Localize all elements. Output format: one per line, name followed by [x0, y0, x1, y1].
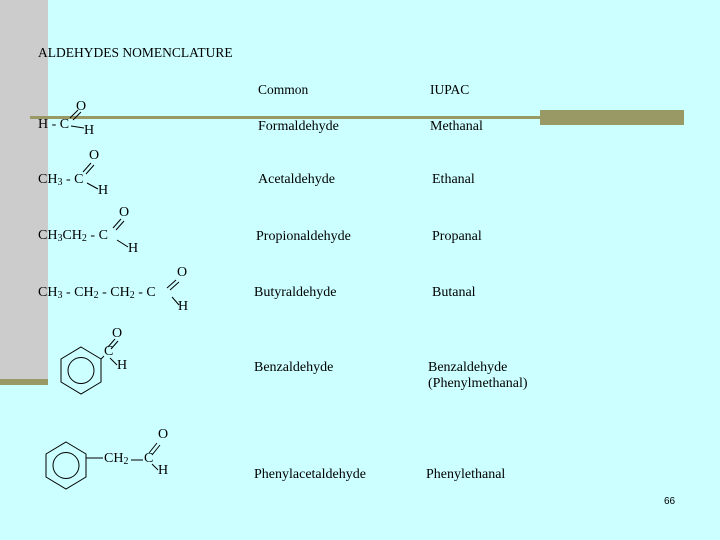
formula-4-h-bond — [172, 297, 179, 305]
formula-1-h-bond — [71, 126, 84, 128]
formula-2-hydrogen: H — [98, 183, 109, 198]
formula-2-double-bond-b — [86, 165, 94, 174]
formula-6-h-bond — [152, 464, 158, 470]
formula-6-chain: $CH_2$ — [104, 451, 129, 467]
formula-4-oxygen: O — [177, 265, 188, 280]
formula-5-carbon: C — [104, 344, 114, 359]
common-name-3: Propionaldehyde — [256, 229, 351, 244]
common-name-1: Formaldehyde — [258, 119, 339, 134]
formula-1-oxygen: O — [76, 99, 87, 114]
common-name-6: Phenylacetaldehyde — [254, 467, 366, 482]
formula-3-double-bond-a — [113, 219, 121, 228]
formula-6-carbon: C — [144, 451, 154, 466]
iupac-name-5: Benzaldehyde — [428, 360, 508, 375]
formula-1-hydrogen: H — [84, 123, 95, 138]
iupac-name-4: Butanal — [432, 285, 476, 300]
column-header-iupac: IUPAC — [430, 82, 470, 97]
formula-2-oxygen: O — [89, 148, 100, 163]
formula-6-oxygen: O — [158, 427, 169, 442]
iupac-name-2: Ethanal — [432, 172, 475, 187]
common-name-2: Acetaldehyde — [258, 172, 335, 187]
iupac-name-1: Methanal — [430, 119, 483, 134]
page-number: 66 — [664, 496, 676, 507]
formula-6-double-bond-b — [152, 445, 160, 455]
formula-4-double-bond-a — [167, 280, 176, 288]
formula-2-chain: $CH_3$ - C — [38, 172, 84, 188]
formula-3-oxygen: O — [119, 205, 130, 220]
formula-1-chain: H - C — [38, 117, 70, 132]
formula-3-hydrogen: H — [128, 241, 139, 256]
iupac-name-6: Phenylethanal — [426, 467, 506, 482]
formula-6-benzene-circle — [53, 453, 79, 479]
formula-5-benzene-circle — [68, 358, 94, 384]
formula-6-benzene-ring — [46, 442, 86, 489]
common-name-5: Benzaldehyde — [254, 360, 334, 375]
formula-3-chain: $CH_3CH_2$ - C — [38, 228, 108, 244]
formula-5-oxygen: O — [112, 326, 123, 341]
iupac-name-3: Propanal — [432, 229, 482, 244]
formula-5-ring-bond — [101, 356, 104, 359]
formula-4-chain: $CH_3 - CH_2 - CH_2$ - C — [38, 285, 156, 301]
formula-3-h-bond — [117, 240, 128, 247]
formula-5-benzene-ring — [61, 347, 101, 394]
common-name-4: Butyraldehyde — [254, 285, 337, 300]
formula-2-double-bond-a — [83, 163, 91, 172]
formula-5-h-bond — [110, 358, 117, 365]
formula-4-double-bond-b — [170, 282, 179, 290]
formula-6-double-bond-a — [149, 443, 157, 453]
formula-6-hydrogen: H — [158, 463, 169, 478]
column-header-common: Common — [258, 82, 309, 97]
formula-4-hydrogen: H — [178, 299, 189, 314]
formula-2-h-bond — [87, 183, 98, 189]
formula-5-hydrogen: H — [117, 358, 128, 373]
formula-3-double-bond-b — [116, 221, 124, 230]
iupac-name-5-alt: (Phenylmethanal) — [428, 376, 528, 391]
slide-title: ALDEHYDES NOMENCLATURE — [38, 45, 233, 60]
